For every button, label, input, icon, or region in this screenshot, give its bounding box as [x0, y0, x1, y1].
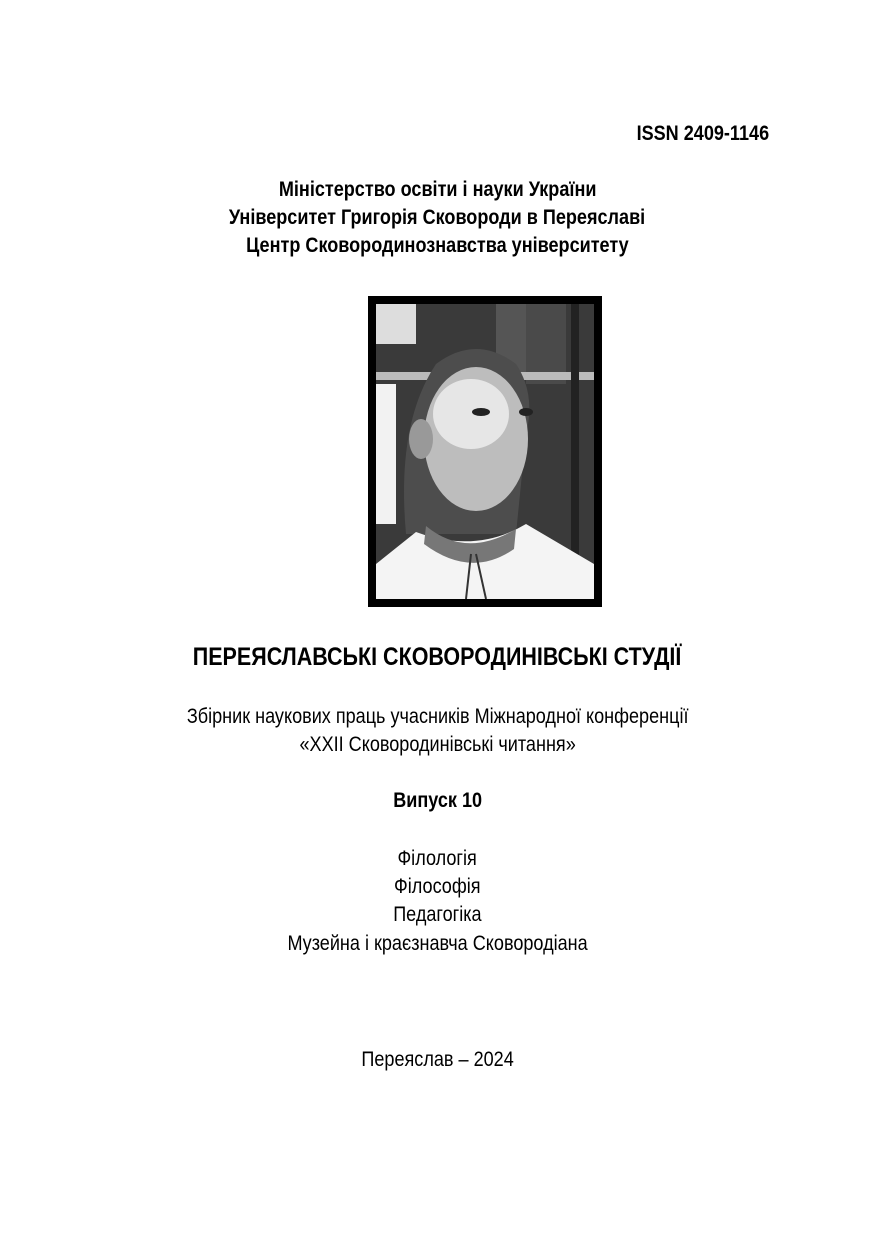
- portrait-drawing: [376, 304, 594, 599]
- center-text: Центр Сковородинознавства університету: [246, 234, 629, 257]
- issn: ISSN 2409-1146: [636, 122, 769, 145]
- subtitle-text-1: Збірник наукових праць учасників Міжнародної конференції: [186, 705, 689, 728]
- university-text: Університет Григорія Сковороди в Переяславі: [229, 206, 646, 229]
- section-text: Музейна і краєзнавча Сковородіана: [287, 932, 588, 955]
- section-pedagogy: [0, 903, 875, 927]
- section-text: Філософія: [394, 875, 481, 898]
- section-text: Філологія: [397, 847, 478, 870]
- ministry-line: [0, 178, 875, 202]
- collection-title-text: ПЕРЕЯСЛАВСЬКІ СКОВОРОДИНІВСЬКІ СТУДІЇ: [193, 643, 682, 671]
- collection-title: [0, 643, 875, 672]
- issue-number: [0, 789, 875, 813]
- subtitle-line-2: [0, 733, 875, 757]
- portrait-image: [368, 296, 602, 607]
- section-philology: [0, 847, 875, 871]
- center-line: [0, 234, 875, 258]
- place-year: [0, 1048, 875, 1072]
- university-line: [0, 206, 875, 230]
- ministry-text: Міністерство освіти і науки України: [278, 178, 597, 201]
- subtitle-line-1: [0, 705, 875, 729]
- section-philosophy: [0, 875, 875, 899]
- section-museum: [0, 932, 875, 956]
- issue-text: Випуск 10: [393, 789, 482, 812]
- place-year-text: Переяслав – 2024: [361, 1048, 514, 1071]
- subtitle-text-2: «XXII Сковородинівські читання»: [299, 733, 576, 756]
- section-text: Педагогіка: [393, 903, 482, 926]
